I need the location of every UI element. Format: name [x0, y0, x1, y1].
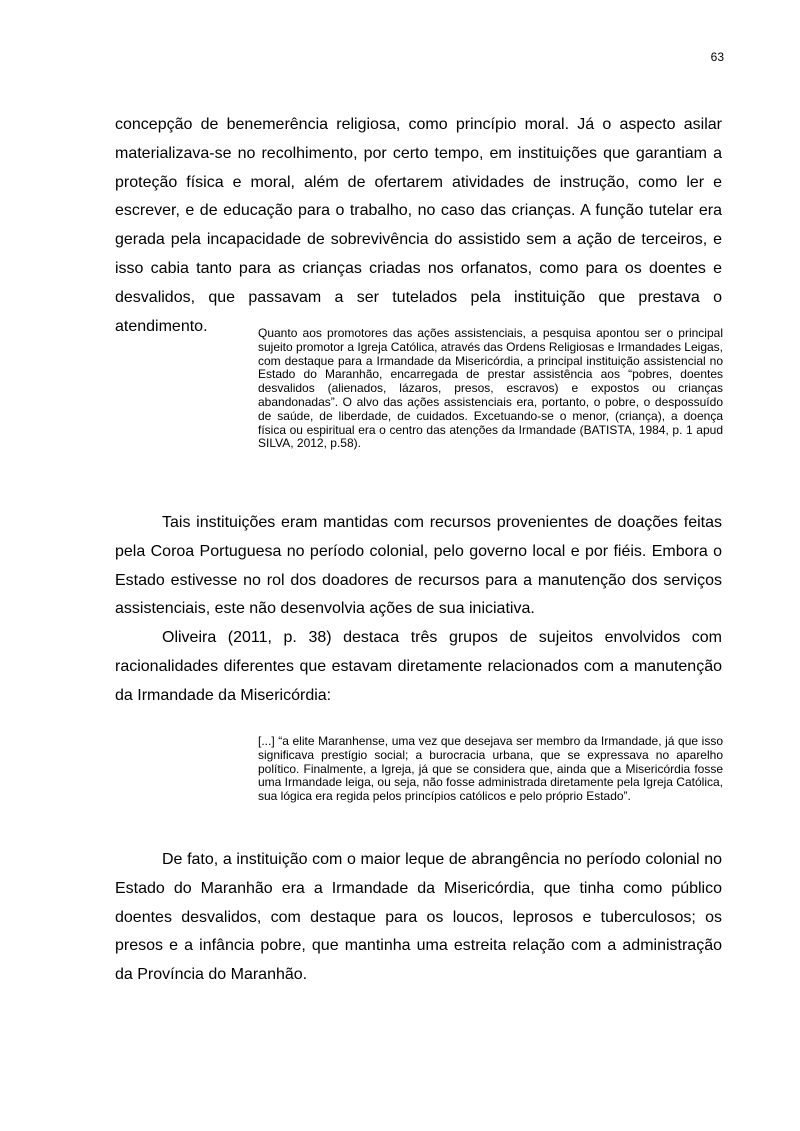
- body-paragraph-group: [115, 509, 722, 711]
- paragraph-text: concepção de benemerência religiosa, como princípio moral. Já o aspecto asilar materializava-se no recolhimento, por certo tempo, em instituições que garantiam a proteção física e moral, além de ofertarem atividades de instrução, como ler e escrever, e de educação para o trabalho, no caso das crianças. A função tutelar era gerada pela incapacidade de sobrevivência do assistido sem a ação de terceiros, e isso cabia tanto para as crianças criadas nos orfanatos, como para os doentes e desvalidos, que passavam a ser tutelados pela instituição que prestava o atendimento.: [115, 116, 722, 335]
- block-quote-1: Quanto aos promotores das ações assistenciais, a pesquisa apontou ser o principal sujeito promotor a Igreja Católica, através das Ordens Religiosas e Irmandades Leigas, com destaque para a Irmandade da Misericórdia, a principal instituição assistencial no Estado do Maranhão, encarregada de prestar assistência aos “pobres, doentes desvalidos (alienados, lázaros, presos, escravos) e expostos ou crianças abandonadas”. O alvo das ações assistenciais era, portanto, o pobre, o despossuído de saúde, de liberdade, de cuidados. Excetuando-se o menor, (criança), a doença física ou espiritual era o centro das atenções da Irmandade (BATISTA, 1984, p. 1 apud SILVA, 2012, p.58).: [258, 326, 723, 451]
- block-quote-2: [...] “a elite Maranhense, uma vez que desejava ser membro da Irmandade, já que isso significava prestígio social; a burocracia urbana, que se expressava no aparelho político. Finalmente, a Igreja, já que se considera que, ainda que a Misericórdia fosse uma Irmandade leiga, ou seja, não fosse administrada diretamente pela Igreja Católica, sua lógica era regida pelos princípios católicos e pelo próprio Estado”.: [258, 734, 723, 804]
- body-paragraph-3: Oliveira (2011, p. 38) destaca três grupos de sujeitos envolvidos com racionalidades diferentes que estavam diretamente relacionados com a manutenção da Irmandade da Misericórdia:: [115, 629, 722, 704]
- body-paragraph-4-container: [115, 846, 722, 990]
- page-number: 63: [710, 50, 724, 64]
- body-paragraph-2: Tais instituições eram mantidas com recursos provenientes de doações feitas pela Coroa Portuguesa no período colonial, pelo governo local e por fiéis. Embora o Estado estivesse no rol dos doadores de recursos para a manutenção dos serviços assistenciais, este não desenvolvia ações de sua iniciativa.: [115, 514, 722, 618]
- body-paragraph-1: [115, 111, 722, 341]
- body-paragraph-4: De fato, a instituição com o maior leque de abrangência no período colonial no Estado do Maranhão era a Irmandade da Misericórdia, que tinha como público doentes desvalidos, com destaque para os loucos, leprosos e tuberculosos; os presos e a infância pobre, que mantinha uma estreita relação com a administração da Província do Maranhão.: [115, 851, 722, 984]
